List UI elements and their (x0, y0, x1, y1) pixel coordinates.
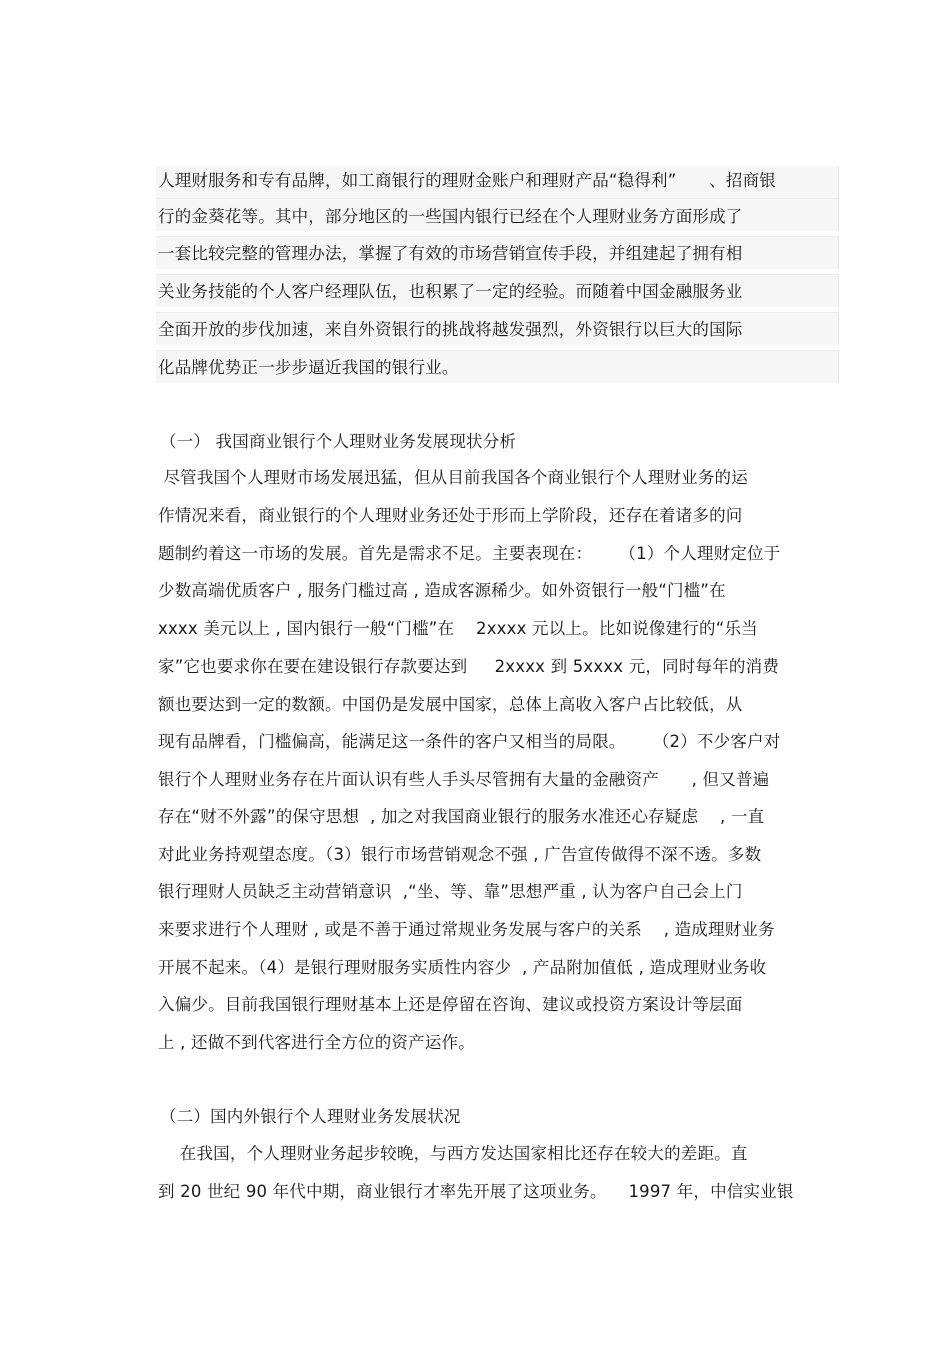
body-line: 尽管我国个人理财市场发展迅猛，但从目前我国各个商业银行个人理财业务的运 (158, 468, 748, 487)
body-line: 开展不起来。（4）是银行理财服务实质性内容少 , 产品附加值低 , 造成理财业务收 (158, 958, 767, 977)
paragraph-line: 关业务技能的个人客户经理队伍，也积累了一定的经验。而随着中国金融服务业 (158, 282, 743, 301)
paragraph-line: 行的金葵花等。其中，部分地区的一些国内银行已经在个人理财业务方面形成了 (158, 207, 743, 226)
body-line: 题制约着这一市场的发展。首先是需求不足。主要表现在： （1）个人理财定位于 (158, 544, 781, 563)
body-line: 额也要达到一定的数额。中国仍是发展中国家，总体上高收入客户占比较低，从 (158, 695, 743, 714)
body-line: 少数高端优质客户 , 服务门槛过高 , 造成客源稀少。如外资银行一般“门槛”在 (158, 581, 726, 600)
body-line: 存在“财不外露”的保守思想 , 加之对我国商业银行的服务水准还心存疑虑 , 一直 (158, 807, 765, 826)
paragraph-line: 人理财服务和专有品牌，如工商银行的理财金账户和理财产品“稳得利” 、招商银 (158, 171, 776, 190)
body-line: 入偏少。目前我国银行理财基本上还是停留在咨询、建议或投资方案设计等层面 (158, 995, 743, 1014)
body-line: xxxx 美元以上 , 国内银行一般“门槛”在 2xxxx 元以上。比如说像建行的“乐当 (158, 619, 758, 638)
body-line: 对此业务持观望态度。（3）银行市场营销观念不强 , 广告宣传做得不深不透。多数 (158, 845, 762, 864)
paragraph-line: 全面开放的步伐加速，来自外资银行的挑战将越发强烈，外资银行以巨大的国际 (158, 320, 743, 339)
body-line: 来要求进行个人理财 , 或是不善于通过常规业务发展与客户的关系 , 造成理财业务 (158, 920, 775, 939)
body-line: 银行个人理财业务存在片面认识有些人手头尽管拥有大量的金融资产 , 但又普遍 (158, 770, 770, 789)
body-line: 上 , 还做不到代客进行全方位的资产运作。 (158, 1033, 475, 1052)
body-line: 到 20 世纪 90 年代中期，商业银行才率先开展了这项业务。 1997 年，中信实业银 (158, 1182, 794, 1201)
body-line: 家”它也要求你在要在建设银行存款要达到 2xxxx 到 5xxxx 元，同时每年的消费 (158, 657, 780, 676)
body-line: 银行理财人员缺乏主动营销意识 ,“坐、等、靠”思想严重 , 认为客户自己会上门 (158, 882, 743, 901)
section-heading: （一） 我国商业银行个人理财业务发展现状分析 (160, 432, 517, 451)
body-line: 作情况来看，商业银行的个人理财业务还处于形而上学阶段，还存在着诸多的问 (158, 506, 743, 525)
paragraph-line: 一套比较完整的管理办法，掌握了有效的市场营销宣传手段，并组建起了拥有相 (158, 244, 743, 263)
body-line: 在我国，个人理财业务起步较晚，与西方发达国家相比还存在较大的差距。直 (158, 1144, 748, 1163)
paragraph-line: 化品牌优势正一步步逼近我国的银行业。 (158, 358, 459, 377)
section-heading: （二）国内外银行个人理财业务发展状况 (160, 1107, 461, 1126)
body-line: 现有品牌看，门槛偏高，能满足这一条件的客户又相当的局限。 （2）不少客户对 (158, 732, 781, 751)
